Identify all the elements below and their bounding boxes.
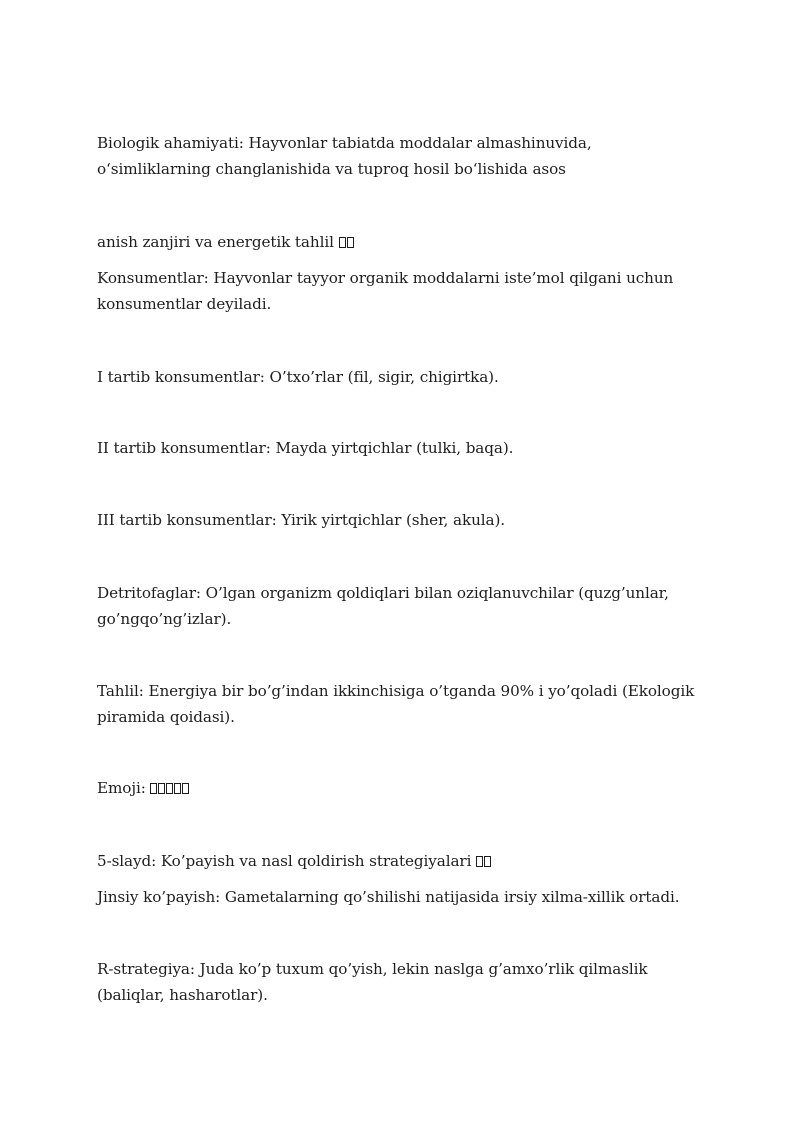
missing-glyph-icons	[150, 779, 190, 797]
heading-food-chain	[97, 229, 707, 255]
paragraph-analysis	[97, 678, 707, 730]
paragraph-text: Detritofaglar: O’lgan organizm qoldiqlari bilan oziqlanuvchilar (quzg’unlar, go’ngqo’ng’izlar).	[97, 584, 669, 628]
paragraph-detritivores	[97, 580, 707, 632]
missing-glyph-icons	[476, 852, 492, 870]
missing-glyph-icon	[166, 783, 173, 794]
missing-glyph-icons	[339, 233, 355, 251]
paragraph-emoji	[97, 775, 707, 801]
missing-glyph-icon	[182, 783, 189, 794]
paragraph-first-order-consumers	[97, 364, 707, 390]
paragraph-text: Jinsiy ko’payish: Gametalarning qo’shilishi natijasida irsiy xilma-xillik ortadi.	[97, 888, 680, 906]
paragraph-sexual-reproduction	[97, 884, 707, 910]
missing-glyph-icon	[158, 783, 165, 794]
paragraph-text: Biologik ahamiyati: Hayvonlar tabiatda moddalar almashinuvida, o‘simliklarning changlanishida va tuproq hosil bo‘lishida asos	[97, 134, 592, 178]
paragraph-r-strategy	[97, 956, 707, 1008]
paragraph-text: III tartib konsumentlar: Yirik yirtqichlar (sher, akula).	[97, 511, 506, 529]
missing-glyph-icon	[174, 783, 181, 794]
paragraph-second-order-consumers	[97, 435, 707, 461]
paragraph-text: anish zanjiri va energetik tahlil	[97, 233, 334, 251]
paragraph-text: Tahlil: Energiya bir bo’g’indan ikkinchisiga o’tganda 90% i yo’qoladi (Ekologik piramida qoidasi).	[97, 682, 695, 726]
paragraph-text: II tartib konsumentlar: Mayda yirtqichlar (tulki, baqa).	[97, 439, 514, 457]
paragraph-text: R-strategiya: Juda ko’p tuxum qo’yish, lekin naslga g’amxo’rlik qilmaslik (baliqlar, hasharotlar).	[97, 960, 648, 1004]
paragraph-text: I tartib konsumentlar: O’txo’rlar (fil, sigir, chigirtka).	[97, 368, 499, 386]
paragraph-third-order-consumers	[97, 507, 707, 533]
paragraph-text: Emoji:	[97, 779, 146, 797]
paragraph-text: Konsumentlar: Hayvonlar tayyor organik moddalarni iste’mol qilgani uchun konsumentlar deyiladi.	[97, 269, 674, 313]
paragraph-consumers	[97, 265, 707, 317]
missing-glyph-icon	[150, 783, 157, 794]
missing-glyph-icon	[484, 856, 491, 867]
paragraph-text: 5-slayd: Ko’payish va nasl qoldirish strategiyalari	[97, 852, 472, 870]
missing-glyph-icon	[476, 856, 483, 867]
missing-glyph-icon	[347, 237, 354, 248]
missing-glyph-icon	[339, 237, 346, 248]
heading-slide-5	[97, 848, 707, 874]
paragraph-biological-significance	[97, 130, 707, 182]
